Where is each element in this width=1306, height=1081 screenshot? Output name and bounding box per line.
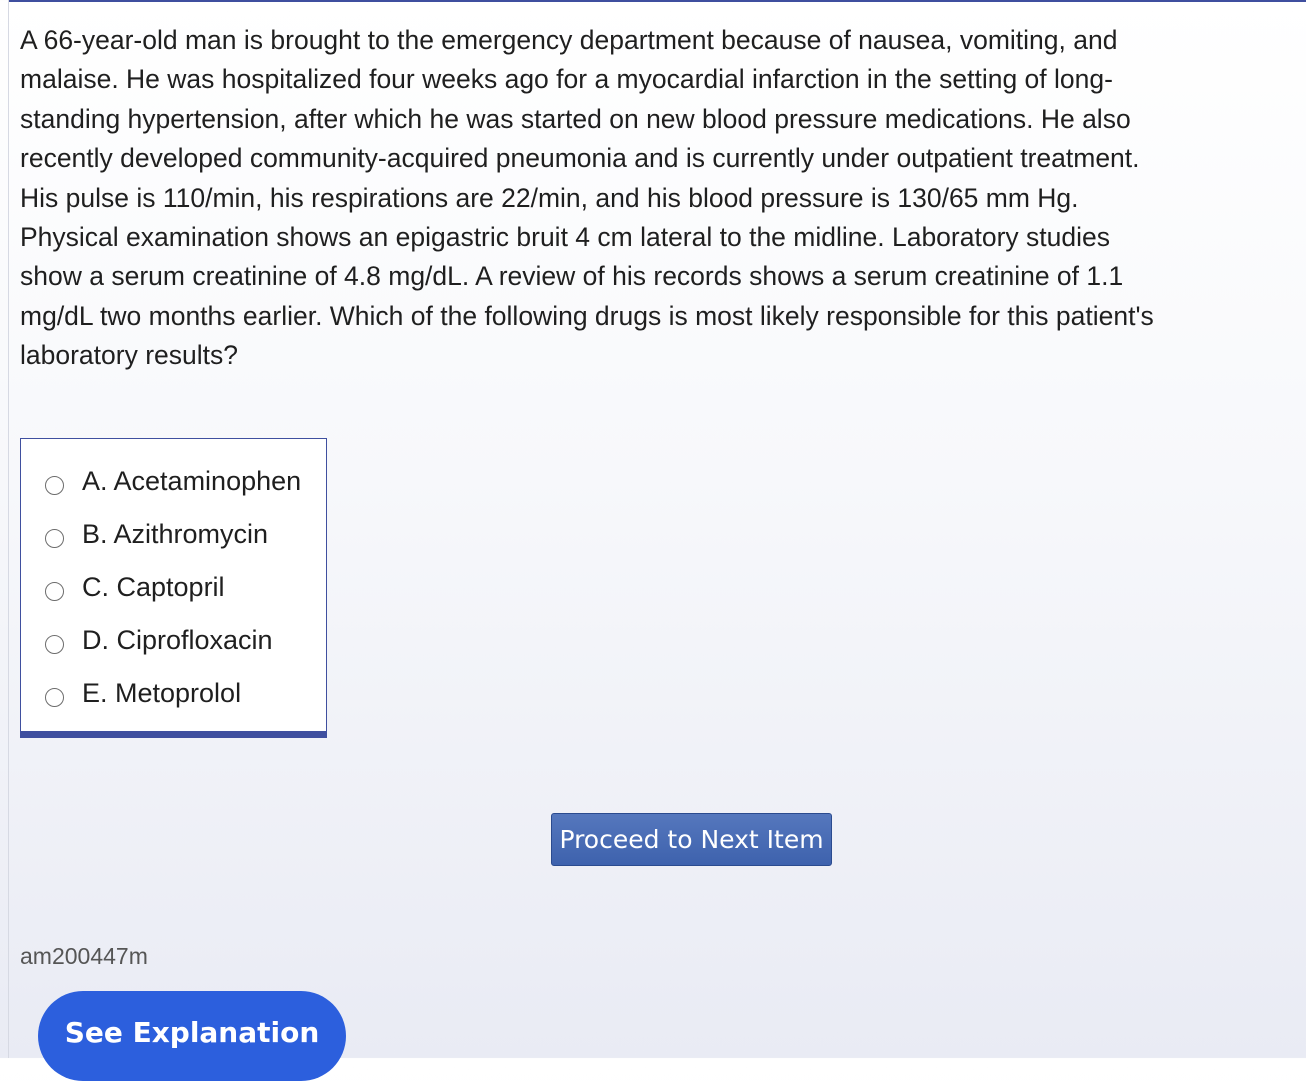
choice-d[interactable]: [21, 598, 326, 655]
choice-c[interactable]: [21, 545, 326, 602]
choice-e-radio[interactable]: [45, 688, 64, 707]
proceed-next-item-button[interactable]: Proceed to Next Item: [551, 813, 832, 866]
choice-e-label[interactable]: E. Metoprolol: [82, 678, 242, 708]
left-border: [8, 0, 9, 1058]
choice-b-label[interactable]: B. Azithromycin: [82, 519, 269, 549]
answer-choices: [20, 438, 327, 732]
item-id: am200447m: [20, 943, 148, 969]
question-stem: A 66-year-old man is brought to the emergency department because of nausea, vomiting, and malaise. He was hospitalized four weeks ago for a myocardial infarction in the setting of long-standing hypertension, after which he was started on new blood pressure medications. He also recently developed community-acquired pneumonia and is currently under outpatient treatment. His pulse is 110/min, his respirations are 22/min, and his blood pressure is 130/65 mm Hg. Physical examination shows an epigastric bruit 4 cm lateral to the midline. Laboratory studies show a serum creatinine of 4.8 mg/dL. A review of his records shows a serum creatinine of 1.1 mg/dL two months earlier. Which of the following drugs is most likely responsible for this patient's laboratory results?: [20, 25, 1154, 371]
choice-c-label[interactable]: C. Captopril: [82, 572, 225, 602]
top-border: [8, 0, 1306, 2]
choice-a[interactable]: [21, 439, 326, 496]
choice-b[interactable]: [21, 492, 326, 549]
choice-a-label[interactable]: A. Acetaminophen: [82, 466, 302, 496]
answer-box-underline: [20, 731, 327, 738]
choice-e[interactable]: [21, 651, 326, 708]
see-explanation-button[interactable]: See Explanation: [38, 991, 346, 1081]
choice-d-label[interactable]: D. Ciprofloxacin: [82, 625, 273, 655]
